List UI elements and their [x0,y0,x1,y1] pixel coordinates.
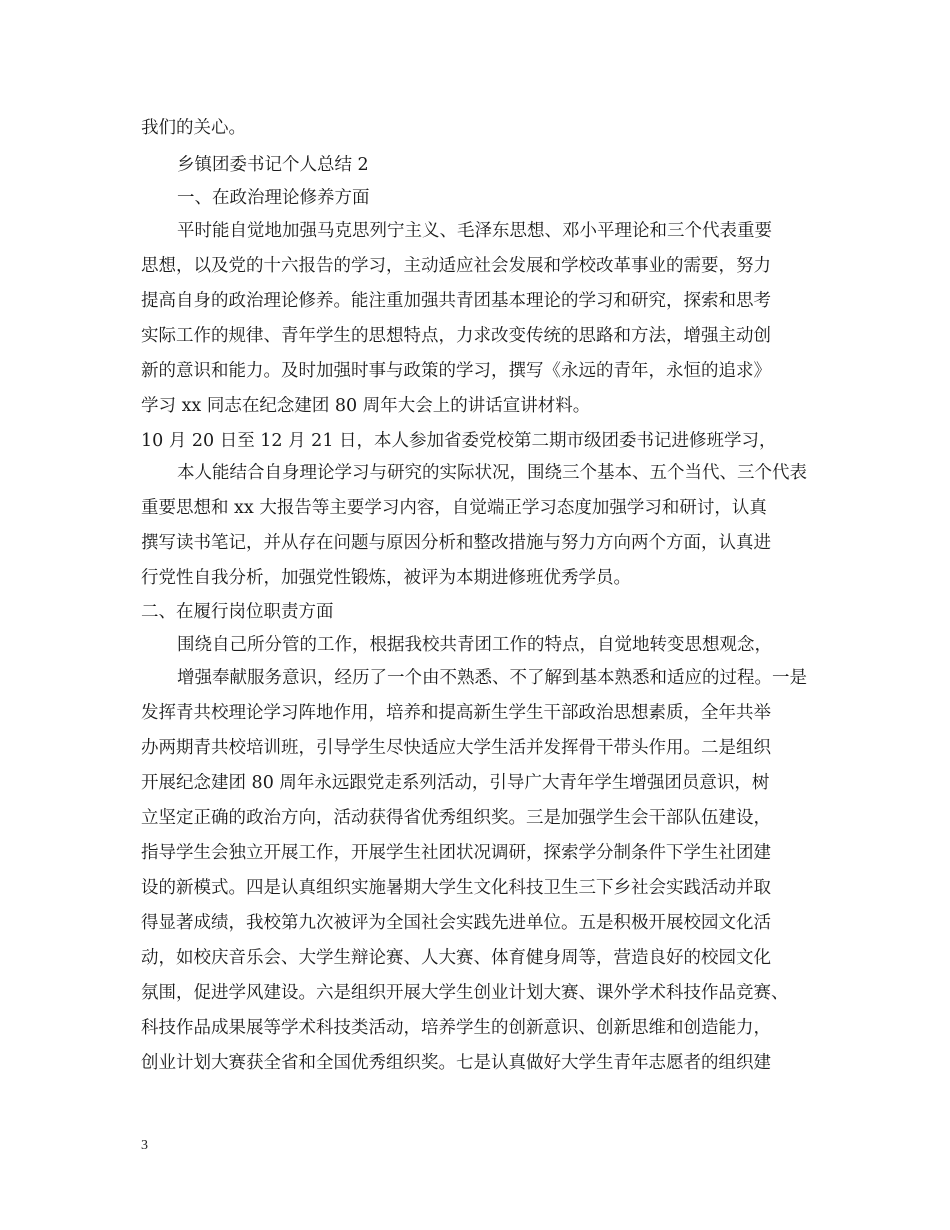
text-line: 增强奉献服务意识，经历了一个由不熟悉、不了解到基本熟悉和适应的过程。一是 [177,668,807,688]
text-line: 新的意识和能力。及时加强时事与政策的学习，撰写《永远的青年，永恒的追求》 [141,361,771,381]
text-line: 10 月 20 日至 12 月 21 日，本人参加省委党校第二期市级团委书记进修班学习， [141,431,777,451]
text-line [141,1082,831,1114]
text-line: 学习 xx 同志在纪念建团 80 周年大会上的讲话宣讲材料。 [141,396,591,416]
section-title: 乡镇团委书记个人总结 2 [177,155,369,175]
text-line: 实际工作的规律、青年学生的思想特点，力求改变传统的思路和方法，增强主动创 [141,326,771,346]
text-line: 设的新模式。四是认真组织实施暑期大学生文化科技卫生三下乡社会实践活动并取 [141,878,771,898]
section-heading: 围绕自己所分管的工作，根据我校共青团工作的特点，自觉地转变思想观念， [177,635,772,655]
text-line: 撰写读书笔记，并从存在问题与原因分析和整改措施与努力方向两个方面，认真进 [141,533,771,553]
text-line: 科技作品成果展等学术科技类活动，培养学生的创新意识、创新思维和创造能力， [141,1018,771,1038]
section-heading: 一、在政治理论修养方面 [177,188,370,208]
text-line: 指导学生会独立开展工作，开展学生社团状况调研，探索学分制条件下学生社团建 [141,843,771,863]
text-line: 得显著成绩，我校第九次被评为全国社会实践先进单位。五是积极开展校园文化活 [141,913,771,933]
text-line: 重要思想和 xx 大报告等主要学习内容，自觉端正学习态度加强学习和研讨，认真 [141,498,767,518]
text-line: 开展纪念建团 80 周年永远跟党走系列活动，引导广大青年学生增强团员意识，树 [141,773,770,793]
text-line: 行党性自我分析，加强党性锻炼，被评为本期进修班优秀学员。 [141,568,631,588]
text-line: 平时能自觉地加强马克思列宁主义、毛泽东思想、邓小平理论和三个代表重要 [177,221,772,241]
text-line: 动，如校庆音乐会、大学生辩论赛、人大赛、体育健身周等，营造良好的校园文化 [141,948,771,968]
text-line: 氛围，促进学风建设。六是组织开展大学生创业计划大赛、课外学术科技作品竞赛、 [141,983,789,1003]
text-line: 提高自身的政治理论修养。能注重加强共青团基本理论的学习和研究，探索和思考 [141,291,771,311]
text-line: 二、在履行岗位职责方面 [141,602,334,622]
text-line: 发挥青共校理论学习阵地作用，培养和提高新生学生干部政治思想素质，全年共举 [141,703,771,723]
text-line: 创业计划大赛获全省和全国优秀组织奖。七是认真做好大学生青年志愿者的组织建 [141,1053,771,1073]
text-line: 立坚定正确的政治方向，活动获得省优秀组织奖。三是加强学生会干部队伍建设， [141,808,771,828]
text-line: 我们的关心。 [141,118,246,138]
text-line: 办两期青共校培训班，引导学生尽快适应大学生活并发挥骨干带头作用。二是组织 [141,738,771,758]
page-number: 3 [141,1138,148,1153]
text-line: 思想，以及党的十六报告的学习，主动适应社会发展和学校改革事业的需要，努力 [141,256,771,276]
text-line: 本人能结合自身理论学习与研究的实际状况，围绕三个基本、五个当代、三个代表 [177,463,807,483]
